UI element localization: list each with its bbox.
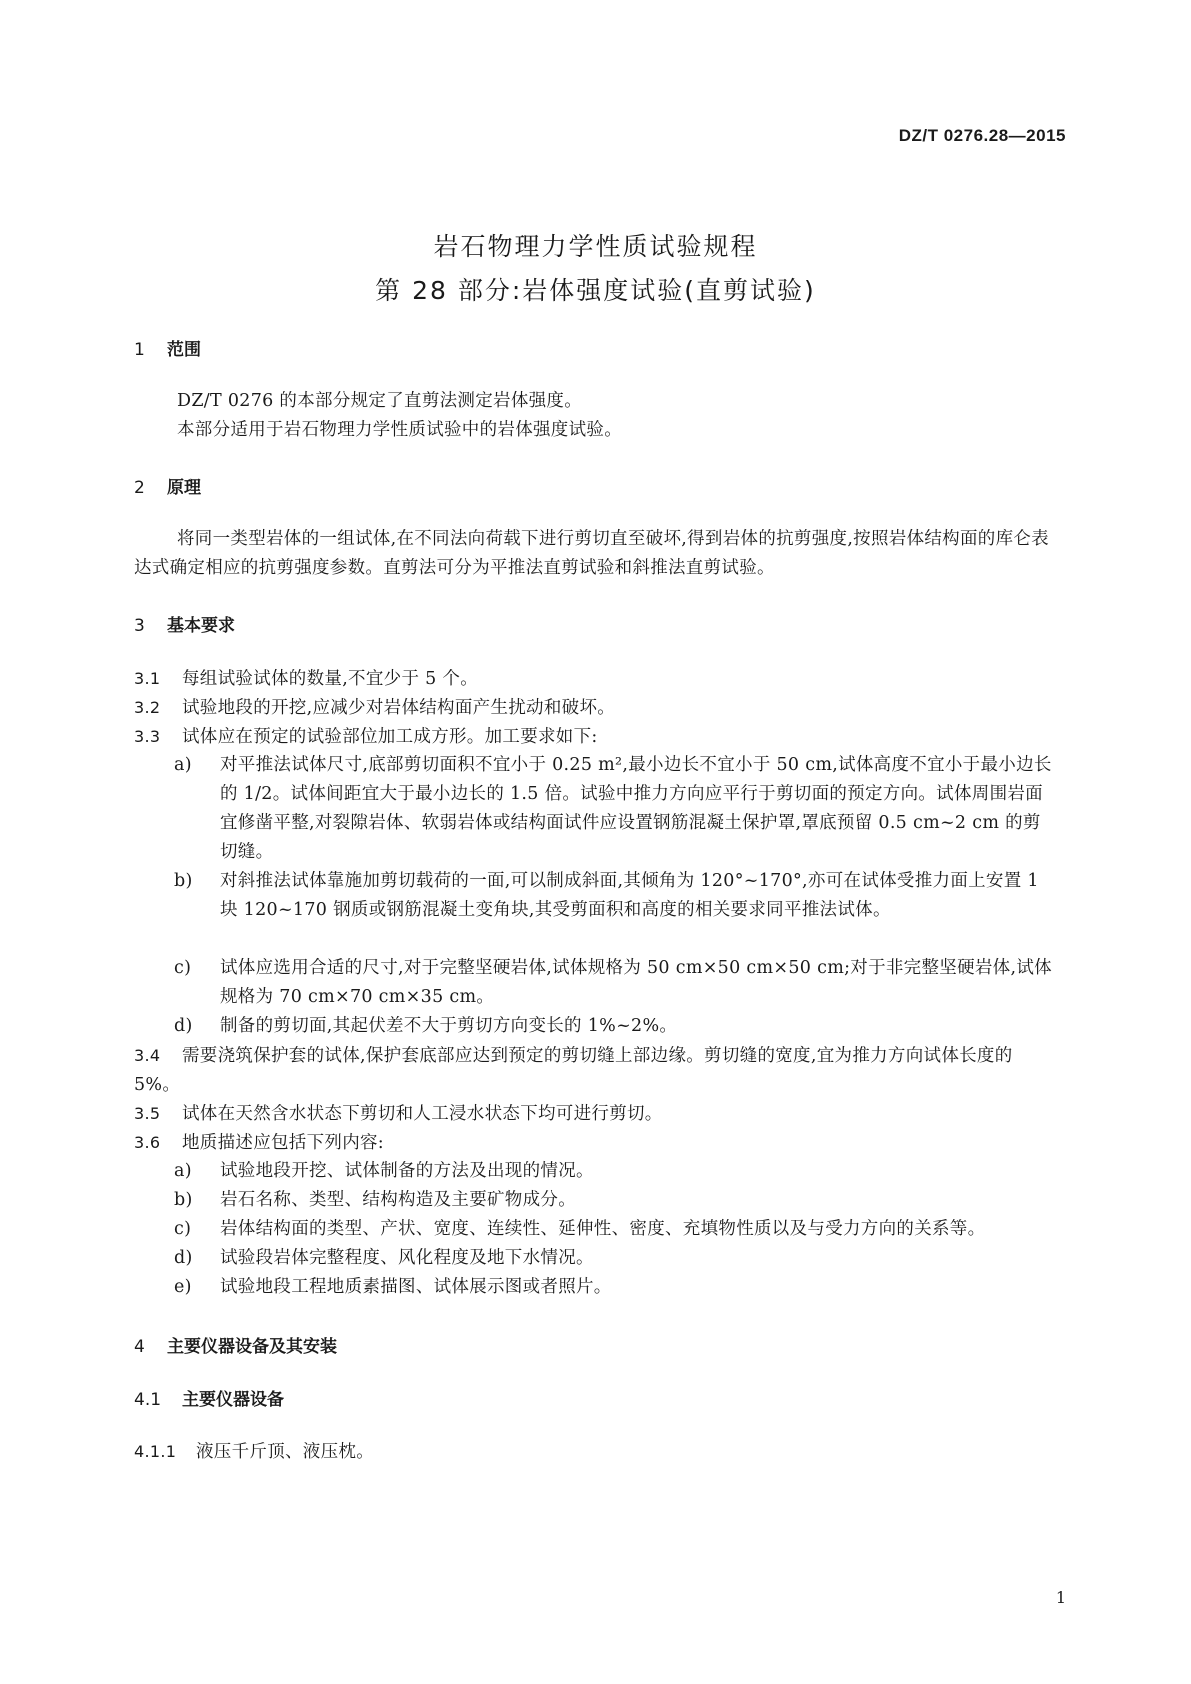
clause-3-5 (134, 1099, 1057, 1129)
list-item (174, 1012, 1057, 1041)
section-title: 主要仪器设备及其安装 (167, 1337, 337, 1357)
clause-number: 3.3 (134, 727, 161, 746)
clause-number: 4.1.1 (134, 1442, 177, 1461)
list-label: c) (174, 958, 192, 978)
list-text: 对斜推法试体靠施加剪切载荷的一面,可以制成斜面,其倾角为 120°~170°,亦可在试体受推力面上安置 1 块 120~170 钢质或钢筋混凝土变角块,其受剪面积和高度的相关要求同平推法试体。 (220, 871, 1039, 920)
list-item (174, 867, 1057, 925)
paragraph: 本部分适用于岩石物理力学性质试验中的岩体强度试验。 (177, 420, 622, 440)
list-text: 试验地段开挖、试体制备的方法及出现的情况。 (220, 1161, 594, 1181)
list-label: e) (174, 1277, 192, 1297)
section-title: 原理 (167, 478, 201, 498)
list-text: 试体应选用合适的尺寸,对于完整坚硬岩体,试体规格为 50 cm×50 cm×50 cm;对于非完整坚硬岩体,试体规格为 70 cm×70 cm×35 cm。 (220, 958, 1052, 1007)
section-number: 2 (134, 478, 145, 498)
list-item (174, 751, 1057, 867)
paragraph: 将同一类型岩体的一组试体,在不同法向荷载下进行剪切直至破坏,得到岩体的抗剪强度,按照岩体结构面的库仑表达式确定相应的抗剪强度参数。直剪法可分为平推法直剪试验和斜推法直剪试验。 (134, 529, 1049, 578)
clause-number: 3.6 (134, 1133, 161, 1152)
clause-number: 3.2 (134, 698, 161, 717)
list-text: 对平推法试体尺寸,底部剪切面积不宜小于 0.25 m²,最小边长不宜小于 50 cm,试体高度不宜小于最小边长的 1/2。试体间距宜大于最小边长的 1.5 倍。试验中推力方向应平行于剪切面的预定方向。试体周围岩面宜修凿平整,对裂隙岩体、软弱岩体或结构面试件应设置钢筋混凝土保护罩,罩底预留 0.5 cm~2 cm 的剪切缝。 (220, 755, 1052, 862)
clause-3-1 (134, 664, 1057, 694)
clause-3-4 (134, 1041, 1057, 1100)
clause-text: 试体在天然含水状态下剪切和人工浸水状态下均可进行剪切。 (182, 1104, 663, 1124)
list-text: 制备的剪切面,其起伏差不大于剪切方向变长的 1%~2%。 (220, 1016, 678, 1036)
list-text: 岩体结构面的类型、产状、宽度、连续性、延伸性、密度、充填物性质以及与受力方向的关系等。 (220, 1219, 986, 1239)
list-text: 试验段岩体完整程度、风化程度及地下水情况。 (220, 1248, 594, 1268)
clause-text: 试体应在预定的试验部位加工成方形。加工要求如下: (182, 727, 598, 747)
clause-number: 3.1 (134, 669, 161, 688)
clause-3-6 (134, 1128, 1057, 1158)
clause-text: 试验地段的开挖,应减少对岩体结构面产生扰动和破坏。 (182, 698, 616, 718)
subsection-heading-4-1 (134, 1385, 284, 1410)
clause-text: 每组试验试体的数量,不宜少于 5 个。 (182, 669, 479, 689)
list-text: 试验地段工程地质素描图、试体展示图或者照片。 (220, 1277, 612, 1297)
list-text: 岩石名称、类型、结构构造及主要矿物成分。 (220, 1190, 576, 1210)
section-number: 4 (134, 1337, 145, 1357)
clause-3-3 (134, 722, 1057, 752)
clause-3-2 (134, 693, 1057, 723)
list-item (174, 1273, 1057, 1302)
section-number: 3 (134, 616, 145, 636)
paragraph: DZ/T 0276 的本部分规定了直剪法测定岩体强度。 (177, 391, 583, 411)
document-title: 岩石物理力学性质试验规程 (433, 232, 758, 261)
list-label: a) (174, 755, 192, 775)
section-title: 范围 (167, 340, 201, 360)
section-number: 1 (134, 340, 145, 360)
list-item (174, 1244, 1057, 1273)
list-label: d) (174, 1016, 193, 1036)
title-block (0, 225, 1191, 313)
document-code: DZ/T 0276.28—2015 (898, 126, 1066, 145)
clause-text: 需要浇筑保护套的试体,保护套底部应达到预定的剪切缝上部边缘。剪切缝的宽度,宜为推力方向试体长度的 5%。 (134, 1046, 1013, 1095)
page-number: 1 (1055, 1588, 1066, 1607)
list-item (174, 1186, 1057, 1215)
list-label: a) (174, 1161, 192, 1181)
list-label: b) (174, 1190, 193, 1210)
section-number: 4.1 (134, 1390, 162, 1410)
section-title: 主要仪器设备 (182, 1390, 284, 1410)
list-item (174, 1215, 1057, 1244)
clause-number: 3.4 (134, 1046, 161, 1065)
section-title: 基本要求 (167, 616, 235, 636)
document-subtitle: 第 28 部分:岩体强度试验(直剪试验) (375, 276, 816, 305)
list-item (174, 1157, 1057, 1186)
list-item (174, 954, 1057, 1012)
section-heading-3 (134, 611, 235, 636)
clause-text: 地质描述应包括下列内容: (182, 1133, 384, 1153)
section-heading-4 (134, 1332, 337, 1357)
section-heading-1 (134, 335, 201, 360)
clause-text: 液压千斤顶、液压枕。 (196, 1442, 374, 1462)
clause-4-1-1 (134, 1437, 1057, 1467)
list-label: d) (174, 1248, 193, 1268)
section-heading-2 (134, 473, 201, 498)
list-label: c) (174, 1219, 192, 1239)
list-label: b) (174, 871, 193, 891)
clause-number: 3.5 (134, 1104, 161, 1123)
